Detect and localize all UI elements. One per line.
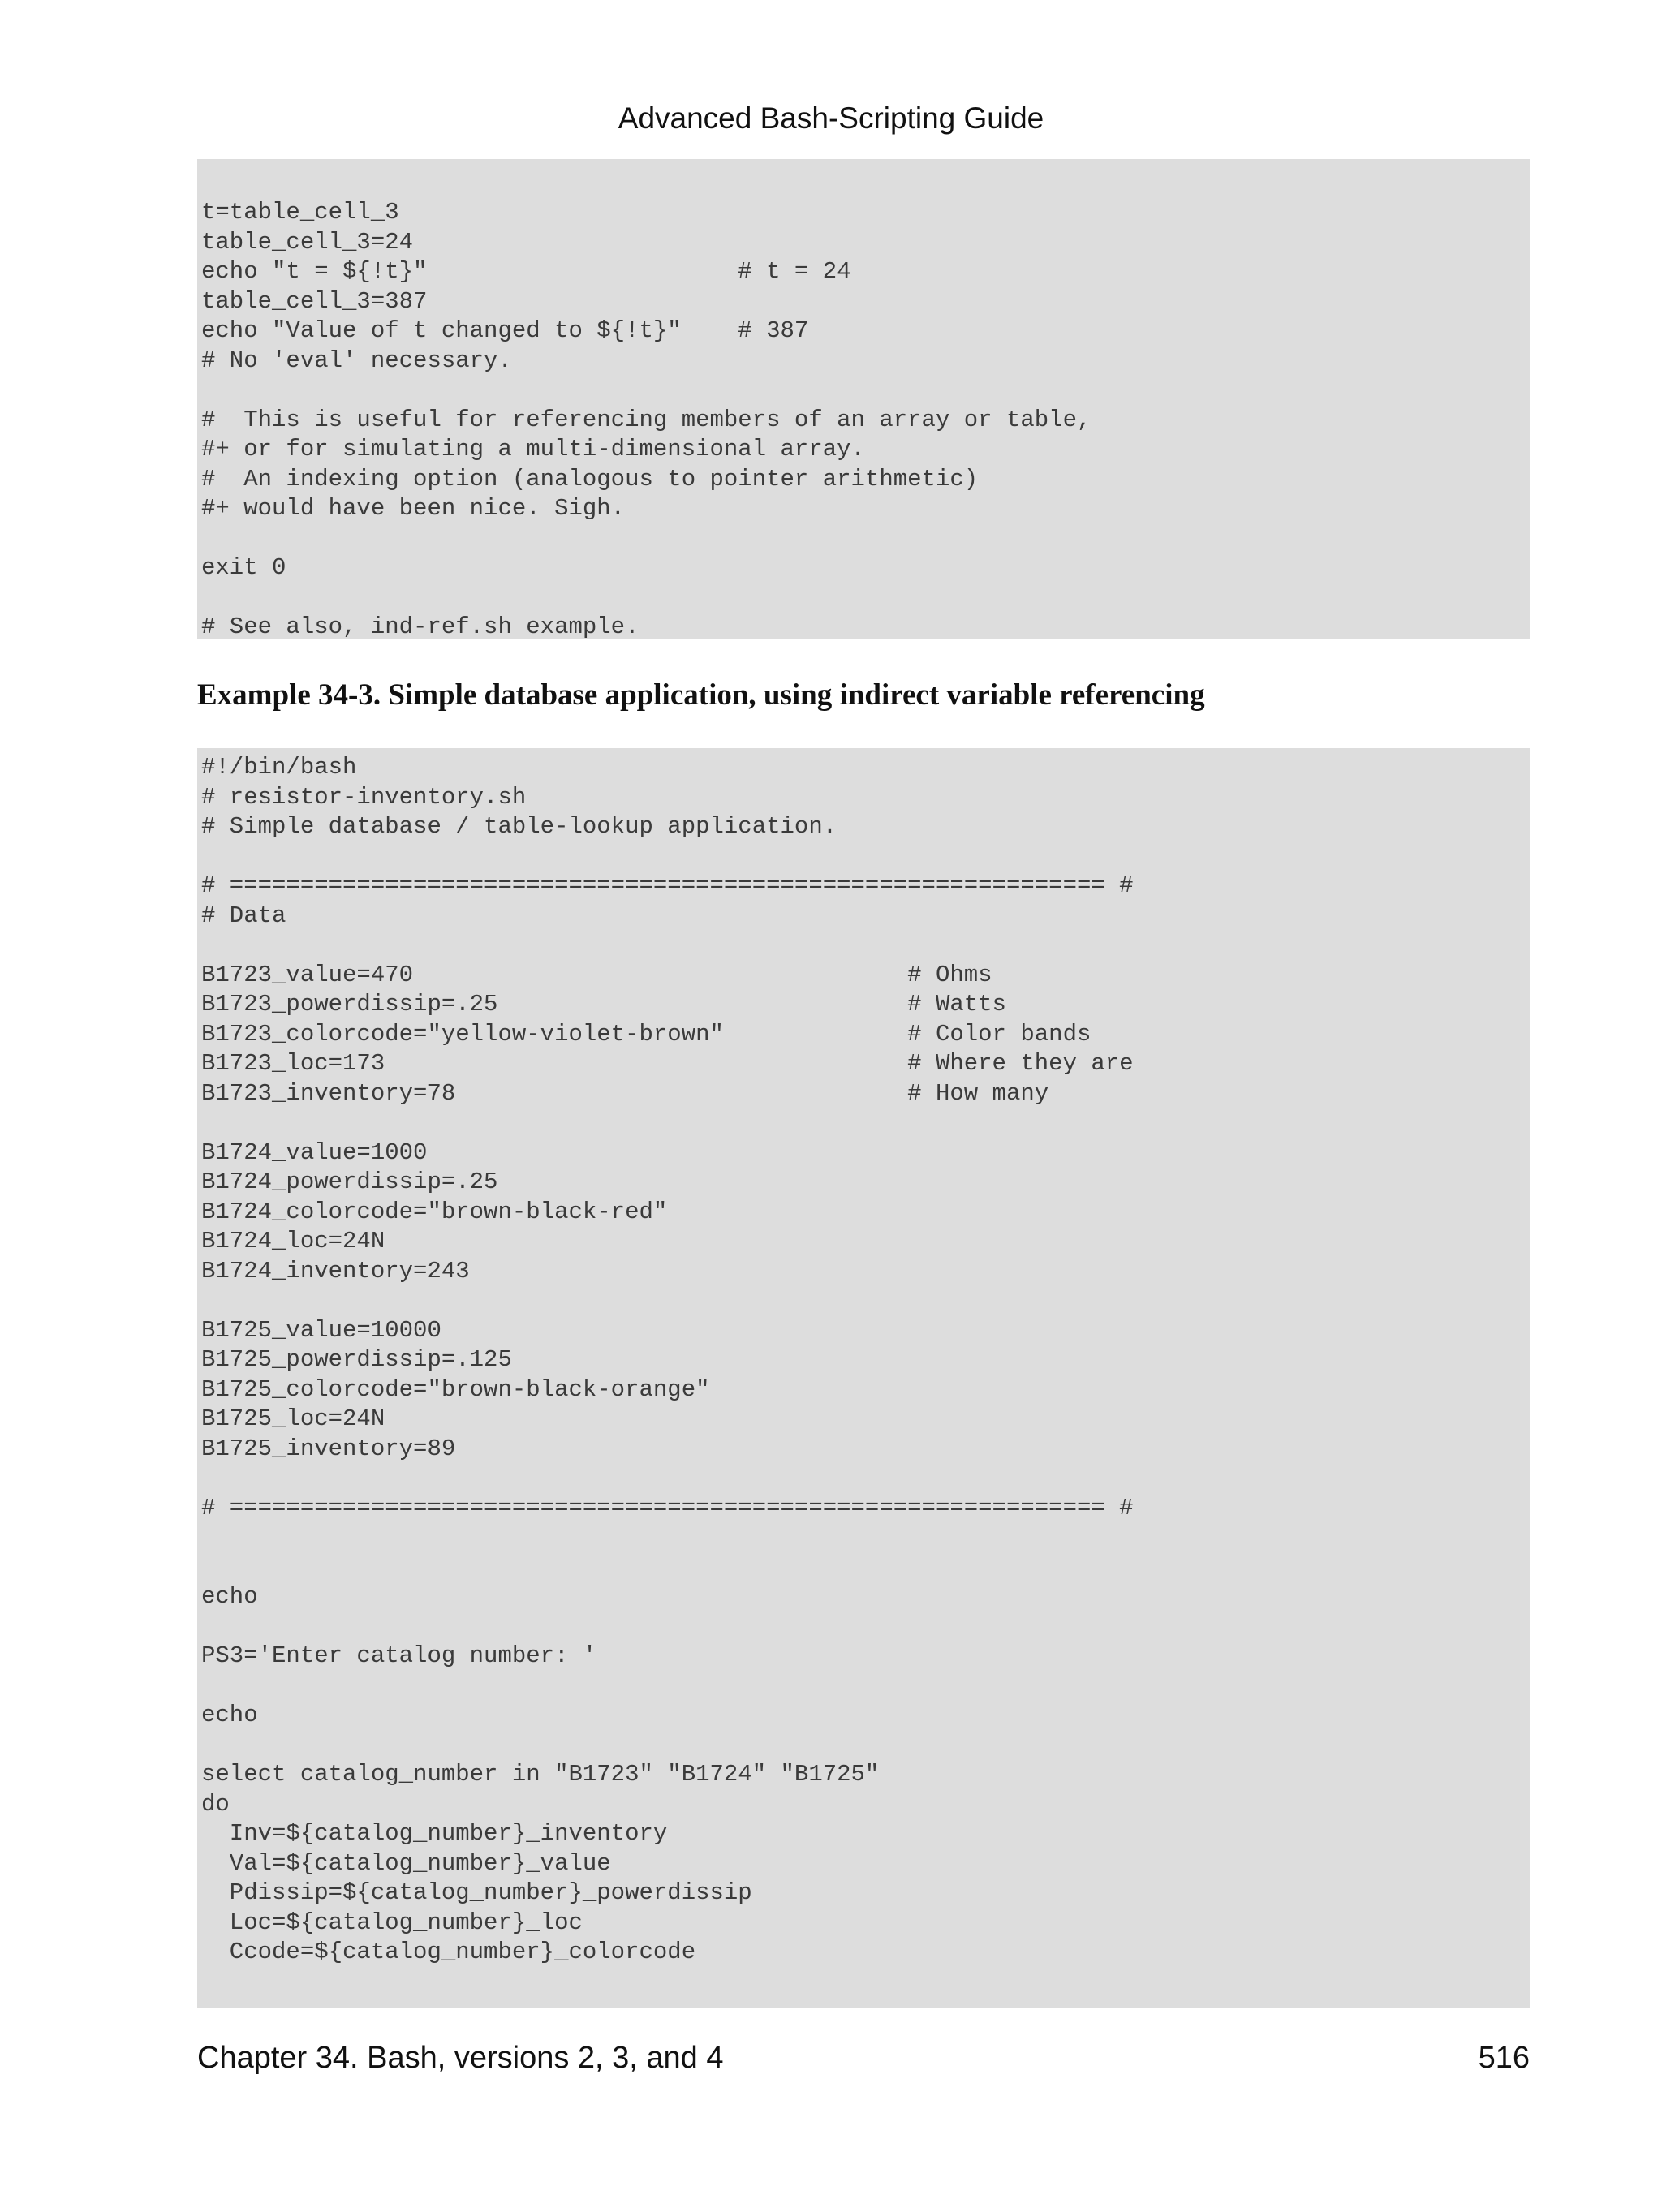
footer-page-number: 516: [1478, 2041, 1530, 2075]
code-text: #!/bin/bash # resistor-inventory.sh # Simple database / table-lookup application. # ============================================================== # # Data B1723_value=470 # Ohms B1723_powerdissip=.25 # Watts B1723_colorcode="yellow-violet-brown" # Color bands B1723_loc=173 # Where they are B1723_inventory=78 # How many B1724_value=1000 B1724_powerdissip=.25 B1724_colorcode="brown-black-red" B1724_loc=24N B1724_inventory=243 B1725_value=10000 B1725_powerdissip=.125 B1725_colorcode="brown-black-orange" B1725_loc=24N B1725_inventory=89 # ============================================================== # echo PS3='Enter catalog number: ' echo select catalog_number in "B1723" "B1724" "B1725" do Inv=${catalog_number}_inventory Val=${catalog_number}_value Pdissip=${catalog_number}_powerdissip Loc=${catalog_number}_loc Ccode=${catalog_number}_colorcode: [201, 754, 1134, 1965]
code-listing-resistor-inventory: [197, 748, 1530, 2008]
code-text: t=table_cell_3 table_cell_3=24 echo "t = ${!t}" # t = 24 table_cell_3=387 echo "Value of t changed to ${!t}" # 387 # No 'eval' necessary. # This is useful for referencing members of an array or table, #+ or for simulating a multi-dimensional array. # An indexing option (analogous to pointer arithmetic) #+ would have been nice. Sigh. exit 0 # See also, ind-ref.sh example.: [201, 199, 1091, 639]
footer-chapter-title: Chapter 34. Bash, versions 2, 3, and 4: [197, 2041, 724, 2075]
running-header: Advanced Bash-Scripting Guide: [618, 101, 1044, 135]
code-listing-indirect-reference: [197, 159, 1530, 639]
example-heading: Example 34-3. Simple database application, using indirect variable referencing: [197, 678, 1205, 712]
